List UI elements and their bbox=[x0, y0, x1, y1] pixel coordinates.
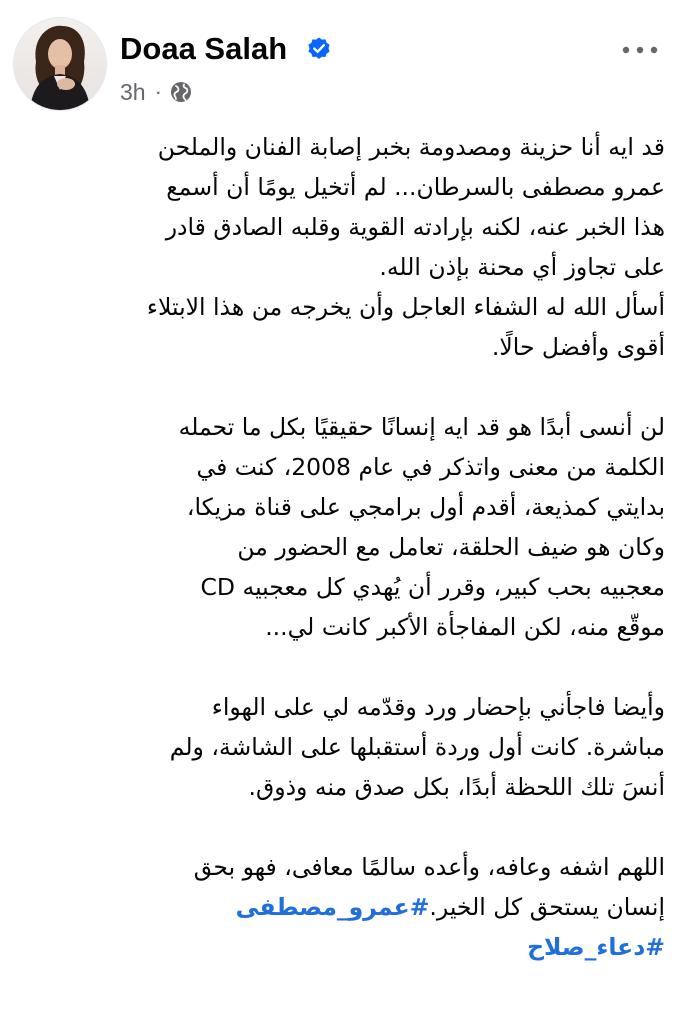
text-line: لن أنسى أبدًا هو قد ايه إنسانًا حقيقيًا بكل ما تحمله bbox=[178, 413, 665, 441]
post-meta bbox=[120, 78, 192, 106]
verified-badge-icon bbox=[306, 36, 332, 62]
text-line: معجبيه بحب كبير، وقرر أن يُهدي كل معجبيه CD bbox=[200, 573, 665, 601]
text-line: بدايتي كمذيعة، أقدم أول برامجي على قناة مزيكا، bbox=[186, 493, 665, 521]
paragraph-3 bbox=[22, 687, 665, 807]
author-avatar[interactable] bbox=[14, 18, 106, 110]
text-line: هذا الخبر عنه، لكنه بإرادته القوية وقلبه الصادق قادر bbox=[165, 213, 665, 241]
text-line: الكلمة من معنى واتذكر في عام 2008، كنت في bbox=[196, 453, 665, 481]
text-fragment: إنسان يستحق كل الخير. bbox=[429, 893, 665, 921]
text-line bbox=[22, 887, 665, 927]
text-line: أسأل الله له الشفاء العاجل وأن يخرجه من هذا الابتلاء bbox=[146, 293, 665, 321]
text-line: وأيضا فاجأني بإحضار ورد وقدّمه لي على الهواء bbox=[211, 693, 665, 721]
author-name[interactable]: Doaa Salah bbox=[120, 31, 288, 66]
paragraph-2 bbox=[22, 407, 665, 647]
text-line: وكان هو ضيف الحلقة، تعامل مع الحضور من bbox=[237, 533, 665, 561]
text-line: اللهم اشفه وعافه، وأعده سالمًا معافى، فهو بحق bbox=[193, 853, 665, 881]
paragraph-4 bbox=[22, 847, 665, 967]
text-line: أقوى وأفضل حالًا. bbox=[491, 333, 665, 361]
meta-separator: · bbox=[154, 79, 162, 104]
more-options-icon[interactable] bbox=[618, 38, 662, 62]
hashtag-doaa-salah[interactable]: #دعاء_صلاح bbox=[527, 933, 665, 961]
text-line: موقّع منه، لكن المفاجأة الأكبر كانت لي... bbox=[265, 613, 665, 641]
paragraph-1 bbox=[22, 127, 665, 367]
text-line: على تجاوز أي محنة بإذن الله. bbox=[379, 253, 665, 281]
hashtag-amr-mostafa[interactable]: #عمرو_مصطفى bbox=[235, 893, 430, 921]
text-line: أنسَ تلك اللحظة أبدًا، بكل صدق منه وذوق. bbox=[248, 773, 665, 801]
text-line: عمرو مصطفى بالسرطان... لم أتخيل يومًا أن أسمع bbox=[166, 173, 665, 201]
text-line bbox=[22, 927, 665, 967]
text-line: قد ايه أنا حزينة ومصدومة بخبر إصابة الفنان والملحن bbox=[157, 133, 665, 161]
text-line: مباشرة. كانت أول وردة أستقبلها على الشاشة، ولم bbox=[169, 733, 665, 761]
post-text bbox=[22, 127, 665, 967]
post-timestamp[interactable]: 3h bbox=[120, 78, 146, 105]
post-header bbox=[0, 0, 683, 120]
globe-icon[interactable] bbox=[170, 81, 192, 103]
